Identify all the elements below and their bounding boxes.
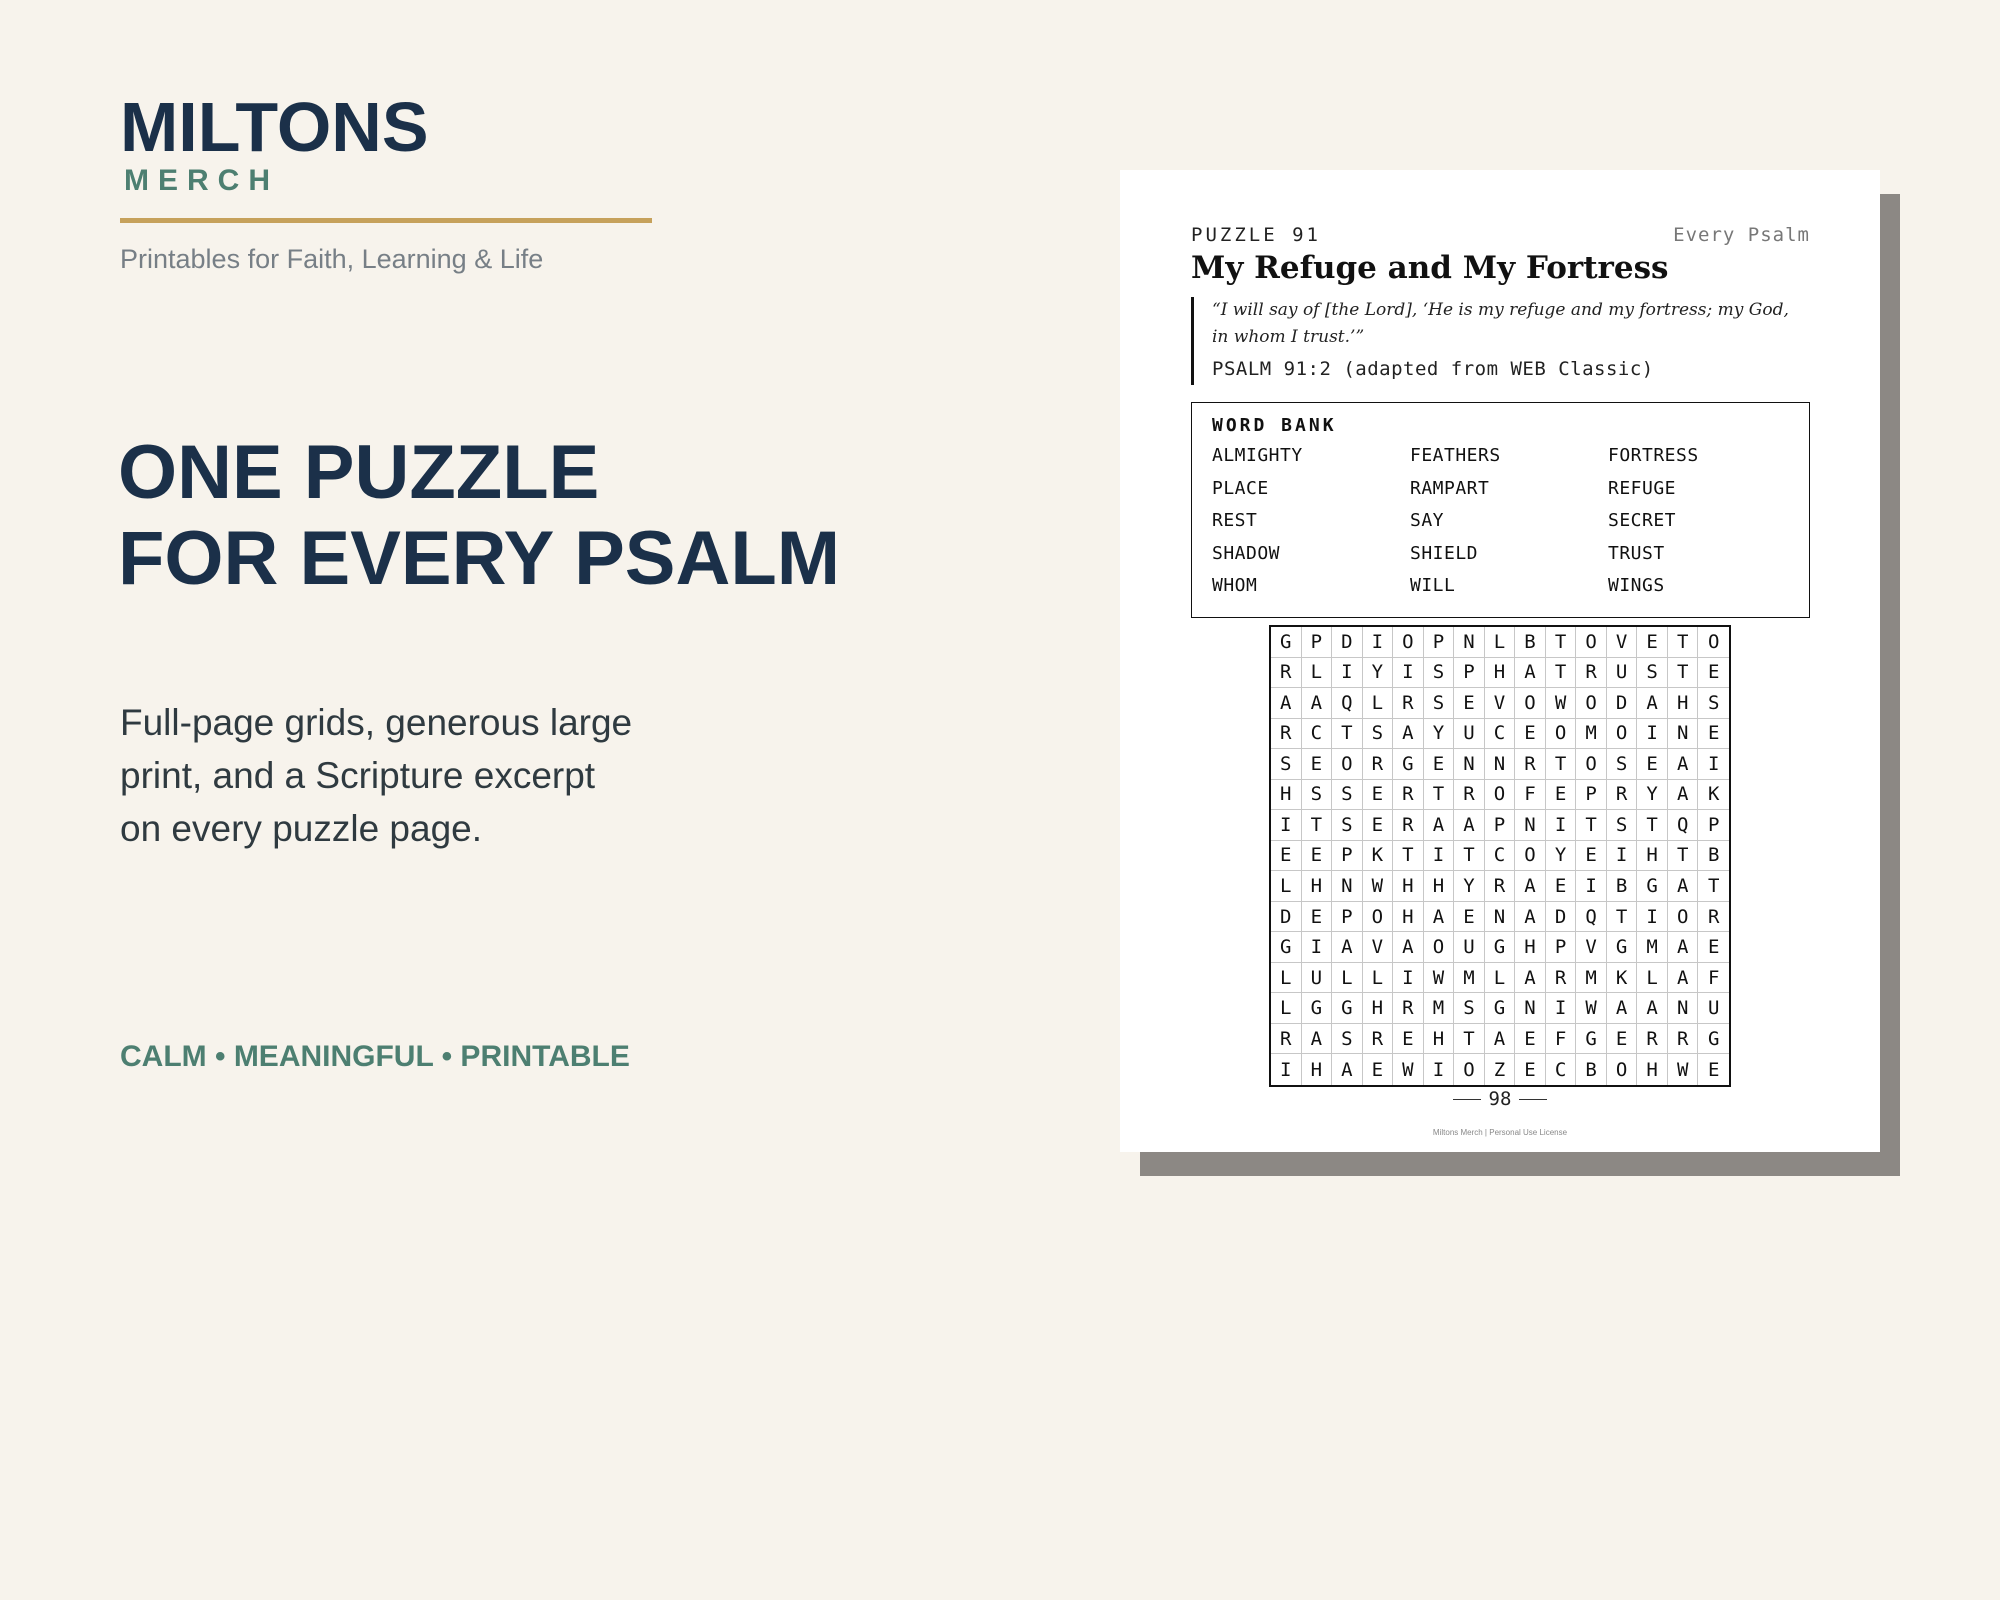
grid-cell: C [1546, 1054, 1577, 1085]
word-bank-item: FEATHERS [1410, 445, 1501, 466]
grid-cell: O [1332, 749, 1363, 780]
grid-cell: R [1393, 780, 1424, 811]
grid-cell: E [1576, 841, 1607, 872]
license-note: Miltons Merch | Personal Use License [1432, 1128, 1568, 1137]
brand-logo [120, 88, 429, 198]
page-number-dash-left [1453, 1099, 1481, 1100]
grid-cell: S [1424, 658, 1455, 689]
grid-cell: T [1454, 841, 1485, 872]
word-bank-item: SAY [1410, 510, 1445, 531]
word-bank-item: PLACE [1212, 477, 1269, 499]
grid-cell: W [1546, 688, 1577, 719]
grid-cell: T [1546, 627, 1577, 658]
grid-cell: R [1363, 1024, 1394, 1055]
grid-cell: F [1546, 1024, 1577, 1055]
grid-cell: E [1424, 749, 1455, 780]
grid-cell: H [1424, 871, 1455, 902]
grid-cell: T [1698, 871, 1729, 902]
grid-cell: O [1515, 688, 1546, 719]
grid-cell: O [1668, 902, 1699, 933]
grid-cell: N [1485, 902, 1516, 933]
puzzle-page-preview [1120, 170, 1880, 1152]
grid-cell: C [1302, 719, 1333, 750]
grid-cell: A [1515, 902, 1546, 933]
grid-cell: G [1332, 993, 1363, 1024]
grid-cell: L [1363, 688, 1394, 719]
grid-cell: O [1607, 1054, 1638, 1085]
grid-cell: P [1332, 841, 1363, 872]
hero-headline [118, 430, 840, 602]
grid-cell: K [1607, 963, 1638, 994]
grid-cell: A [1668, 932, 1699, 963]
grid-cell: R [1637, 1024, 1668, 1055]
grid-cell: K [1363, 841, 1394, 872]
grid-cell: R [1485, 871, 1516, 902]
grid-cell: U [1607, 658, 1638, 689]
grid-cell: G [1302, 993, 1333, 1024]
grid-cell: W [1668, 1054, 1699, 1085]
grid-cell: D [1546, 902, 1577, 933]
grid-cell: N [1454, 627, 1485, 658]
grid-cell: Q [1576, 902, 1607, 933]
grid-cell: A [1485, 1024, 1516, 1055]
grid-cell: H [1302, 1054, 1333, 1085]
headline-line-2: FOR EVERY PSALM [118, 516, 841, 601]
grid-cell: E [1515, 1024, 1546, 1055]
grid-cell: A [1515, 658, 1546, 689]
grid-cell: Y [1454, 871, 1485, 902]
grid-cell: I [1332, 658, 1363, 689]
grid-cell: G [1607, 932, 1638, 963]
grid-cell: E [1271, 841, 1302, 872]
grid-cell: G [1698, 1024, 1729, 1055]
grid-cell: Y [1363, 658, 1394, 689]
grid-cell: I [1607, 841, 1638, 872]
grid-cell: S [1271, 749, 1302, 780]
page-number-value: 98 [1488, 1088, 1512, 1110]
word-bank-item: SHADOW [1212, 542, 1281, 564]
word-bank-title: WORD BANK [1212, 415, 1337, 436]
grid-cell: N [1668, 719, 1699, 750]
grid-cell: O [1393, 627, 1424, 658]
grid-cell: I [1271, 810, 1302, 841]
grid-cell: T [1668, 841, 1699, 872]
grid-cell: A [1454, 810, 1485, 841]
grid-cell: E [1546, 871, 1577, 902]
grid-cell: F [1515, 780, 1546, 811]
description-line-1: Full-page grids, generous large [120, 702, 633, 743]
grid-cell: B [1607, 871, 1638, 902]
word-list [1212, 440, 1789, 603]
grid-cell: I [1393, 658, 1424, 689]
word-bank-item: TRUST [1608, 542, 1665, 564]
grid-cell: H [1637, 841, 1668, 872]
grid-cell: E [1607, 1024, 1638, 1055]
grid-cell: H [1363, 993, 1394, 1024]
grid-cell: T [1668, 658, 1699, 689]
grid-cell: I [1576, 871, 1607, 902]
word-bank-item: REFUGE [1608, 477, 1677, 499]
grid-cell: H [1515, 932, 1546, 963]
grid-cell: Y [1424, 719, 1455, 750]
grid-cell: M [1424, 993, 1455, 1024]
grid-cell: A [1515, 871, 1546, 902]
word-bank-item: RAMPART [1410, 477, 1490, 499]
grid-cell: W [1363, 871, 1394, 902]
grid-cell: T [1393, 841, 1424, 872]
grid-cell: O [1576, 749, 1607, 780]
grid-cell: H [1271, 780, 1302, 811]
word-bank-item: WHOM [1212, 575, 1258, 596]
grid-cell: K [1698, 780, 1729, 811]
grid-cell: R [1576, 658, 1607, 689]
grid-cell: H [1485, 658, 1516, 689]
brand-divider [120, 218, 652, 223]
grid-cell: G [1485, 993, 1516, 1024]
grid-cell: O [1424, 932, 1455, 963]
grid-cell: R [1393, 688, 1424, 719]
grid-cell: E [1302, 749, 1333, 780]
grid-cell: A [1424, 902, 1455, 933]
page-number-dash-right [1519, 1099, 1547, 1100]
grid-cell: U [1454, 719, 1485, 750]
grid-cell: S [1698, 688, 1729, 719]
puzzle-label: PUZZLE 91 [1191, 224, 1321, 246]
grid-cell: V [1607, 627, 1638, 658]
puzzle-title: My Refuge and My Fortress [1191, 250, 1669, 286]
grid-cell: P [1546, 932, 1577, 963]
grid-cell: A [1332, 1054, 1363, 1085]
grid-cell: B [1515, 627, 1546, 658]
grid-cell: I [1546, 993, 1577, 1024]
grid-cell: E [1637, 749, 1668, 780]
grid-cell: H [1668, 688, 1699, 719]
grid-cell: E [1363, 780, 1394, 811]
grid-cell: A [1302, 1024, 1333, 1055]
grid-cell: U [1454, 932, 1485, 963]
grid-cell: A [1668, 780, 1699, 811]
hero-description [120, 696, 720, 855]
grid-cell: I [1302, 932, 1333, 963]
grid-cell: A [1515, 963, 1546, 994]
grid-cell: R [1546, 963, 1577, 994]
grid-cell: U [1302, 963, 1333, 994]
grid-cell: G [1485, 932, 1516, 963]
grid-cell: I [1363, 627, 1394, 658]
grid-cell: L [1271, 963, 1302, 994]
grid-cell: H [1393, 871, 1424, 902]
grid-cell: I [1546, 810, 1577, 841]
grid-cell: G [1271, 932, 1302, 963]
grid-cell: M [1576, 963, 1607, 994]
grid-cell: N [1332, 871, 1363, 902]
grid-cell: N [1454, 749, 1485, 780]
grid-cell: A [1302, 688, 1333, 719]
word-bank-item: WINGS [1608, 575, 1665, 596]
grid-cell: T [1332, 719, 1363, 750]
grid-cell: A [1668, 871, 1699, 902]
grid-cell: E [1515, 1054, 1546, 1085]
word-bank-item: ALMIGHTY [1212, 445, 1303, 466]
grid-cell: D [1607, 688, 1638, 719]
grid-cell: C [1485, 719, 1516, 750]
word-bank-item: SHIELD [1410, 542, 1479, 564]
letter-grid [1269, 625, 1731, 1087]
grid-cell: H [1393, 902, 1424, 933]
grid-cell: E [1698, 932, 1729, 963]
grid-cell: P [1698, 810, 1729, 841]
grid-cell: R [1454, 780, 1485, 811]
grid-cell: R [1393, 993, 1424, 1024]
grid-cell: G [1393, 749, 1424, 780]
brand-name: MILTONS [120, 88, 429, 166]
word-bank-item: SECRET [1608, 510, 1677, 531]
grid-cell: O [1363, 902, 1394, 933]
grid-cell: L [1332, 963, 1363, 994]
scripture-quote: “I will say of [the Lord], ‘He is my refuge and my fortress; my God, in whom I trust.’” [1212, 300, 1789, 347]
grid-cell: I [1271, 1054, 1302, 1085]
grid-cell: E [1393, 1024, 1424, 1055]
word-bank [1191, 402, 1810, 618]
grid-cell: A [1271, 688, 1302, 719]
grid-cell: S [1302, 780, 1333, 811]
grid-cell: Q [1668, 810, 1699, 841]
scripture-reference: PSALM 91:2 (adapted from WEB Classic) [1212, 358, 1654, 380]
grid-cell: B [1698, 841, 1729, 872]
grid-cell: L [1485, 963, 1516, 994]
grid-cell: A [1668, 749, 1699, 780]
grid-cell: P [1424, 627, 1455, 658]
grid-cell: S [1607, 810, 1638, 841]
traits-line: CALM • MEANINGFUL • PRINTABLE [120, 1040, 630, 1073]
grid-cell: L [1271, 871, 1302, 902]
word-bank-item: WILL [1410, 575, 1456, 596]
grid-cell: A [1607, 993, 1638, 1024]
grid-cell: C [1485, 841, 1516, 872]
grid-cell: T [1668, 627, 1699, 658]
grid-cell: P [1302, 627, 1333, 658]
grid-cell: S [1363, 719, 1394, 750]
grid-cell: R [1698, 902, 1729, 933]
grid-cell: B [1576, 1054, 1607, 1085]
grid-cell: O [1607, 719, 1638, 750]
grid-cell: E [1454, 688, 1485, 719]
collection-label: Every Psalm [1673, 224, 1810, 246]
grid-cell: P [1485, 810, 1516, 841]
grid-cell: S [1332, 1024, 1363, 1055]
grid-cell: H [1302, 871, 1333, 902]
grid-cell: R [1393, 810, 1424, 841]
grid-cell: S [1637, 658, 1668, 689]
grid-cell: O [1546, 719, 1577, 750]
grid-cell: N [1485, 749, 1516, 780]
grid-cell: A [1668, 963, 1699, 994]
grid-cell: O [1698, 627, 1729, 658]
grid-cell: U [1698, 993, 1729, 1024]
grid-cell: Y [1546, 841, 1577, 872]
grid-cell: D [1271, 902, 1302, 933]
grid-cell: R [1271, 658, 1302, 689]
headline-line-1: ONE PUZZLE [118, 430, 600, 515]
grid-cell: E [1363, 1054, 1394, 1085]
grid-cell: N [1515, 810, 1546, 841]
grid-cell: R [1271, 719, 1302, 750]
grid-cell: P [1454, 658, 1485, 689]
brand-tagline: Printables for Faith, Learning & Life [120, 244, 544, 274]
grid-cell: I [1393, 963, 1424, 994]
grid-cell: S [1424, 688, 1455, 719]
grid-cell: E [1698, 658, 1729, 689]
scripture-quote-block [1191, 297, 1806, 385]
grid-cell: P [1332, 902, 1363, 933]
grid-cell: G [1576, 1024, 1607, 1055]
grid-cell: G [1271, 627, 1302, 658]
grid-cell: O [1485, 780, 1516, 811]
grid-cell: E [1698, 719, 1729, 750]
grid-cell: A [1332, 932, 1363, 963]
grid-cell: Q [1332, 688, 1363, 719]
grid-cell: A [1393, 932, 1424, 963]
grid-cell: E [1363, 810, 1394, 841]
grid-cell: E [1707, 1058, 1720, 1081]
grid-cell: I [1424, 1054, 1455, 1085]
grid-cell: E [1302, 902, 1333, 933]
grid-cell: T [1546, 658, 1577, 689]
grid-cell: A [1424, 810, 1455, 841]
grid-cell: T [1302, 810, 1333, 841]
grid-cell: I [1424, 841, 1455, 872]
grid-cell: L [1271, 993, 1302, 1024]
grid-cell: L [1485, 627, 1516, 658]
grid-cell: E [1454, 902, 1485, 933]
grid-cell: A [1393, 719, 1424, 750]
grid-cell: S [1454, 993, 1485, 1024]
grid-cell: S [1607, 749, 1638, 780]
grid-cell: V [1363, 932, 1394, 963]
grid-cell: V [1485, 688, 1516, 719]
grid-cell: Z [1485, 1054, 1516, 1085]
grid-cell: N [1515, 993, 1546, 1024]
grid-cell: I [1698, 749, 1729, 780]
grid-cell: R [1668, 1024, 1699, 1055]
grid-cell: S [1332, 810, 1363, 841]
grid-cell: T [1637, 810, 1668, 841]
grid-cell: N [1668, 993, 1699, 1024]
word-bank-item: FORTRESS [1608, 445, 1699, 466]
grid-cell: S [1332, 780, 1363, 811]
grid-cell: A [1637, 993, 1668, 1024]
grid-cell: H [1424, 1024, 1455, 1055]
grid-cell: E [1637, 627, 1668, 658]
grid-cell: O [1454, 1054, 1485, 1085]
grid-cell: R [1515, 749, 1546, 780]
grid-cell: A [1637, 688, 1668, 719]
grid-cell: T [1576, 810, 1607, 841]
grid-cell: L [1363, 963, 1394, 994]
grid-cell: T [1546, 749, 1577, 780]
grid-cell: R [1363, 749, 1394, 780]
description-line-3: on every puzzle page. [120, 808, 483, 849]
grid-cell: F [1698, 963, 1729, 994]
grid-cell: T [1607, 902, 1638, 933]
grid-cell: T [1424, 780, 1455, 811]
grid-cell: L [1637, 963, 1668, 994]
grid-cell: T [1454, 1024, 1485, 1055]
grid-cell: P [1576, 780, 1607, 811]
grid-cell: M [1637, 932, 1668, 963]
grid-cell: D [1332, 627, 1363, 658]
grid-cell: I [1637, 719, 1668, 750]
grid-cell: O [1576, 688, 1607, 719]
grid-cell: H [1637, 1054, 1668, 1085]
grid-cell: E [1302, 841, 1333, 872]
grid-cell: O [1515, 841, 1546, 872]
grid-cell: W [1424, 963, 1455, 994]
grid-cell: M [1576, 719, 1607, 750]
grid-cell: Y [1637, 780, 1668, 811]
brand-subname: MERCH [124, 164, 279, 197]
page-number [1120, 1088, 1880, 1110]
grid-cell: V [1576, 932, 1607, 963]
grid-cell: R [1607, 780, 1638, 811]
grid-cell: L [1302, 658, 1333, 689]
word-bank-item: REST [1212, 510, 1258, 531]
grid-cell: E [1546, 780, 1577, 811]
grid-cell: I [1637, 902, 1668, 933]
description-line-2: print, and a Scripture excerpt [120, 755, 596, 796]
grid-cell: E [1515, 719, 1546, 750]
grid-cell: R [1271, 1024, 1302, 1055]
grid-cell: M [1454, 963, 1485, 994]
grid-cell: G [1637, 871, 1668, 902]
grid-cell: W [1576, 993, 1607, 1024]
grid-cell: O [1576, 627, 1607, 658]
grid-cell: W [1393, 1054, 1424, 1085]
